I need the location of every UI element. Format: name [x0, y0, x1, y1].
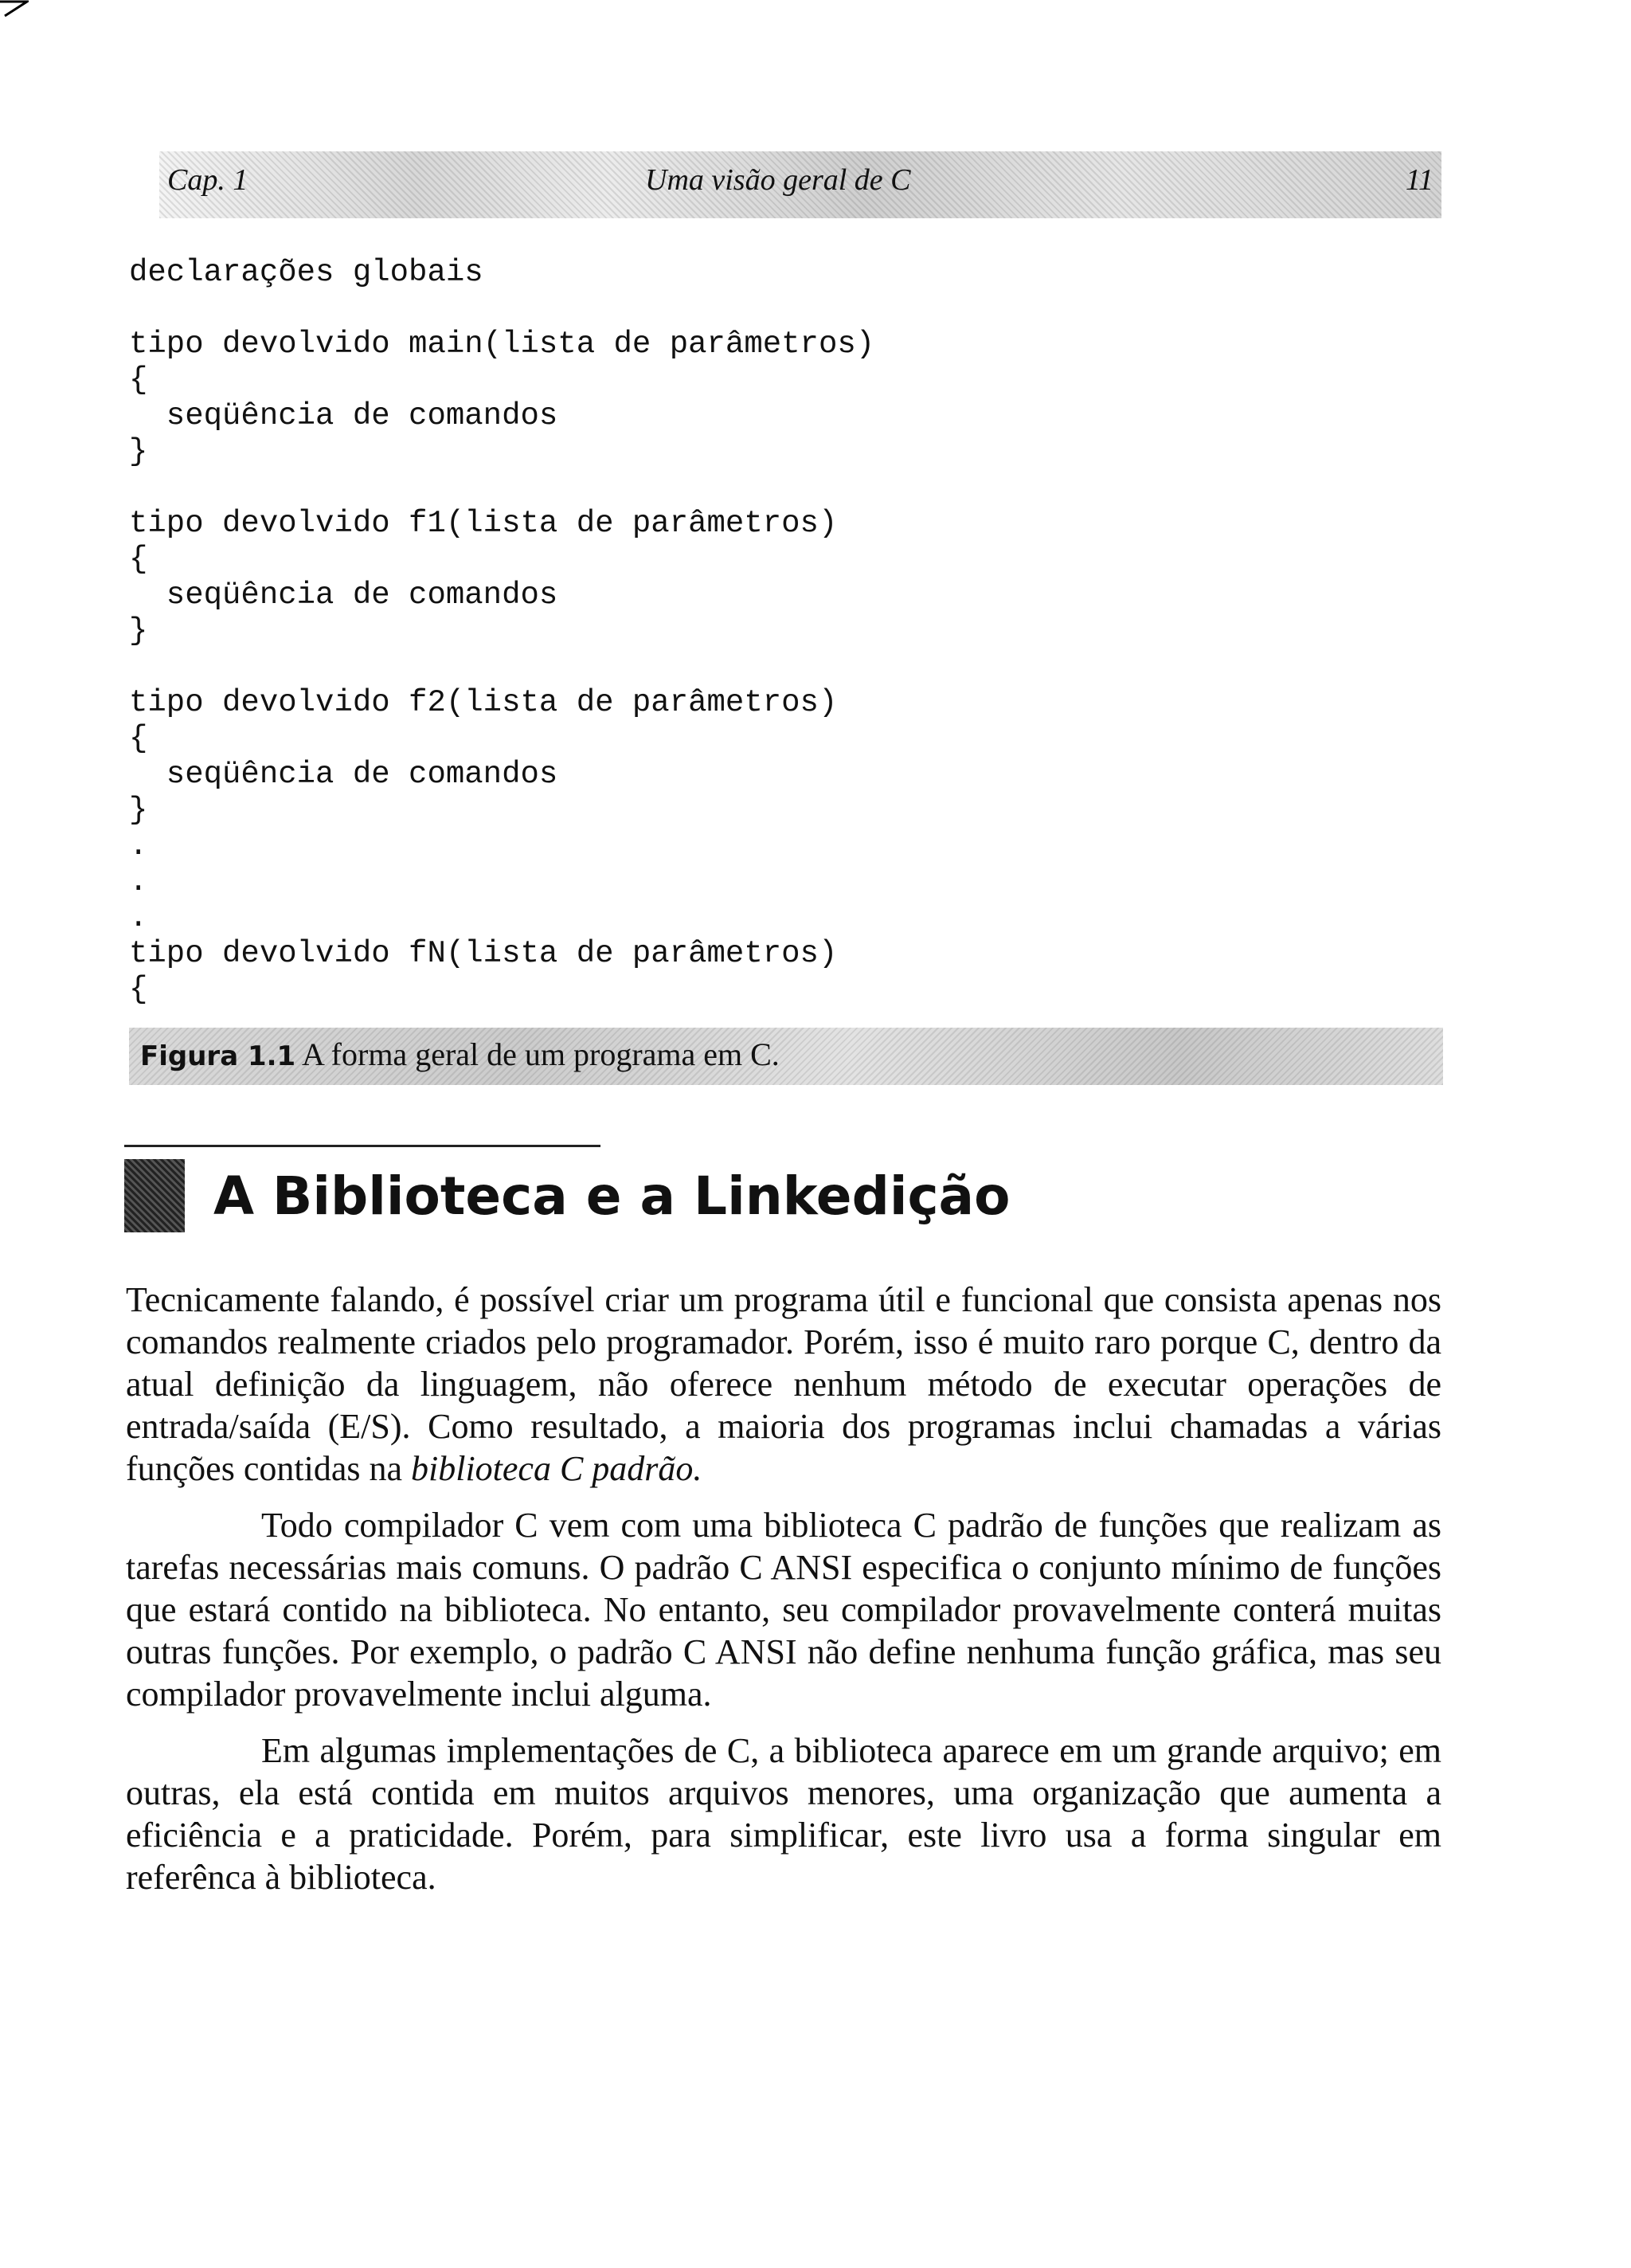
- code-line: tipo devolvido f2(lista de parâmetros): [129, 685, 838, 720]
- section-rule: [124, 1145, 600, 1147]
- page-number: 11: [1405, 163, 1433, 197]
- chapter-title: Uma visão geral de C: [645, 163, 911, 197]
- code-line: declarações globais: [129, 255, 483, 290]
- code-line: {: [129, 721, 148, 756]
- code-listing: [129, 255, 874, 1008]
- paragraph: [126, 1279, 1441, 1490]
- paragraph: Todo compilador C vem com uma biblioteca C padrão de funções que realizam as tarefas necessárias mais comuns. O padrão C ANSI especifica o conjunto mínimo de funções que estará contido na biblioteca. No entanto, seu compilador provavelmente conterá muitas outras funções. Por exemplo, o padrão C ANSI não define nenhuma função gráfica, mas seu compilador provavelmente inclui alguma.: [126, 1506, 1441, 1714]
- code-line: seqüência de comandos: [129, 578, 558, 613]
- paragraph-emphasis: biblioteca C padrão.: [411, 1449, 702, 1488]
- running-head: [159, 151, 1441, 218]
- figure-caption: [140, 1036, 780, 1073]
- chapter-label: Cap. 1: [167, 163, 248, 197]
- code-line: .: [129, 900, 148, 935]
- code-line: {: [129, 362, 148, 398]
- code-line: }: [129, 434, 148, 469]
- code-line: tipo devolvido f1(lista de parâmetros): [129, 506, 838, 541]
- code-line: tipo devolvido fN(lista de parâmetros): [129, 936, 838, 971]
- section-marker-icon: [124, 1159, 185, 1232]
- code-line: seqüência de comandos: [129, 398, 558, 433]
- code-line: seqüência de comandos: [129, 757, 558, 792]
- code-line: {: [129, 542, 148, 577]
- body-text: [126, 1279, 1441, 1913]
- figure-caption-text: A forma geral de um programa em C.: [302, 1036, 780, 1072]
- section-heading: A Biblioteca e a Linkedição: [213, 1165, 1011, 1227]
- code-line: }: [129, 793, 148, 828]
- code-line: {: [129, 972, 148, 1007]
- paragraph-text: Tecnicamente falando, é possível criar um programa útil e funcional que consista apenas nos comandos realmente criados pelo programador. Porém, isso é muito raro porque C, dentro da atual definição da linguagem, não oferece nenhum método de executar operações de entrada/saída (E/S). Como resultado, a maioria dos programas inclui chamadas a várias funções contidas na: [126, 1280, 1441, 1488]
- code-line: tipo devolvido main(lista de parâmetros): [129, 327, 875, 362]
- corner-crop-mark-icon: [0, 0, 29, 18]
- figure-label: Figura 1.1: [140, 1040, 296, 1072]
- figure-caption-band: [129, 1028, 1443, 1085]
- code-line: .: [129, 828, 148, 864]
- code-line: }: [129, 613, 148, 648]
- paragraph: Em algumas implementações de C, a biblioteca aparece em um grande arquivo; em outras, ela está contida em muitos arquivos menores, uma organização que aumenta a eficiência e a praticidade. Porém, para simplificar, este livro usa a forma singular em referênca à biblioteca.: [126, 1731, 1441, 1897]
- code-line: .: [129, 864, 148, 899]
